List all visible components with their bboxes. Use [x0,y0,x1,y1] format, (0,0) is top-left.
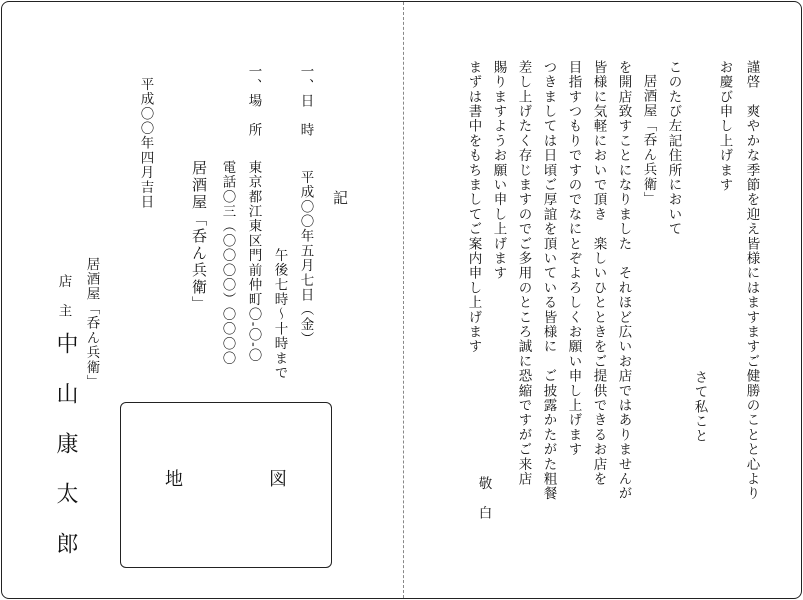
sender-date: 平成〇〇年四月吉日 [137,77,154,210]
invitation-card [1,1,802,599]
letter-line-7: 皆様に気軽においで頂き 楽しいひとときをご提供できるお店を [590,60,607,487]
letter-line-4: このたび左記住所において [665,60,682,237]
map-label-chi: 地 [165,469,183,490]
event-address: 東京都江東区門前仲町〇-〇-〇 [245,160,262,363]
letter-line-3: さて私こと [691,370,708,444]
letter-line-6: を開店致すことになりました それほど広いお店ではありませんが [615,60,632,501]
letter-line-12: まずは書中をもちましてご案内申し上げます [465,60,482,354]
map-box [120,402,332,568]
letter-line-10: 差し上げたく存じますのでご多用のところ誠に恐縮ですがご来店 [515,60,532,487]
event-time: 午後七時〜十時まで [271,248,288,381]
letter-line-2: お慶び申し上げます [716,60,733,193]
sender-title: 店 主 [55,274,72,319]
sender-name: 中 山 康 太 郎 [53,332,78,557]
map-label-zu: 図 [269,469,287,490]
event-phone: 電話〇三（〇〇〇〇）〇〇〇〇 [219,160,236,366]
letter-line-5: 居酒屋「呑ん兵衛」 [640,74,657,207]
event-date: 平成〇〇年五月七日（金） [297,170,314,347]
letter-closing: 敬 白 [475,476,492,521]
letter-line-1 [744,60,758,501]
letter-line-8: 目指すつもりですのでなにとぞよろしくお願い申し上げます [565,60,582,457]
letter-greeting: 爽やかな季節を迎え皆様にはますますご健勝のことと心より [743,104,760,502]
datetime-label: 一、日 時 [297,64,314,138]
letter-line-11: 賜りますようお願い申し上げます [490,60,507,281]
letter-opening-gap [744,89,760,104]
letter-line-9: つきましては日頃ご厚誼を頂いている皆様に ご披露かたがた粗餐 [540,60,557,501]
fold-line [403,2,404,598]
letter-opening: 謹啓 [743,60,760,90]
event-shop-name: 居酒屋「呑ん兵衛」 [190,160,208,313]
place-label: 一、場 所 [245,64,262,138]
sender-shop: 居酒屋「呑ん兵衛」 [83,257,100,390]
details-heading: 記 [331,190,349,207]
